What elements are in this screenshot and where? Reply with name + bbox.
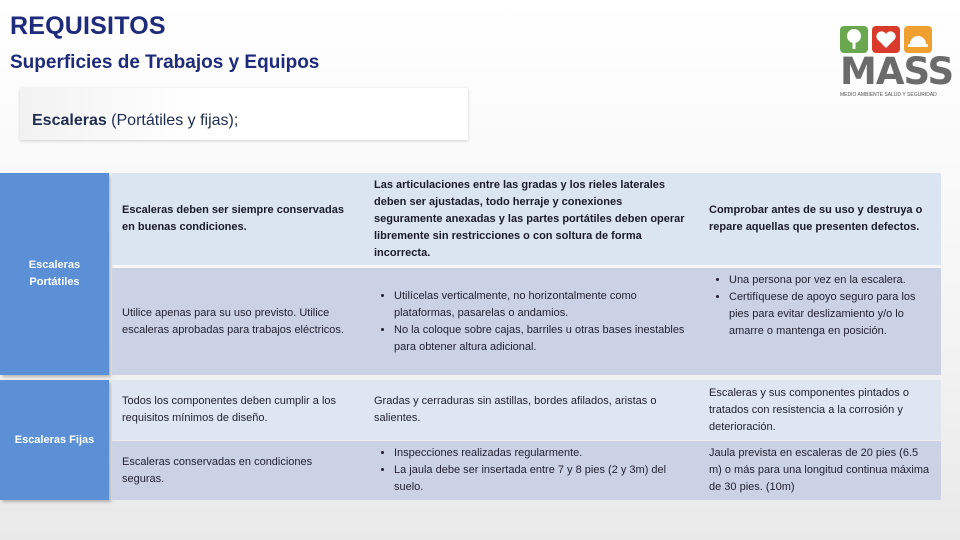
table-cell-fijas-r2-c1: Escaleras conservadas en condiciones seguras. [112,441,364,500]
page-subtitle: Superficies de Trabajos y Equipos [10,52,320,73]
heart-icon [872,26,900,53]
table-cell-portatiles-r2-c3 [699,268,941,375]
tree-icon [840,26,868,53]
category-portatiles [0,173,109,375]
table-cell-portatiles-r1-c2: Las articulaciones entre las gradas y los rieles laterales deben ser ajustadas, todo herraje y conexiones seguramente anexadas y las partes portátiles deben operar libremente sin restricciones o con soltura de forma incorrecta. [364,173,699,265]
table-cell-fijas-r1-c1: Todos los componentes deben cumplir a los requisitos mínimos de diseño. [112,380,364,440]
table-cell-portatiles-r1-c3: Comprobar antes de su uso y destruya o repare aquellas que presenten defectos. [699,173,941,265]
table-cell-portatiles-r1-c1: Escaleras deben ser siempre conservadas en buenas condiciones. [112,173,364,265]
logo-tagline: MEDIO AMBIENTE SALUD Y SEGURIDAD [840,92,937,98]
table-cell-portatiles-r2-c2 [364,268,699,375]
list-item: • No la coloque sobre cajas, barriles u otras bases inestables para obtener altura adicional. [394,322,689,356]
category-fijas [0,380,109,500]
section-label-bold: Escaleras [32,112,107,129]
table-cell-fijas-r1-c2: Gradas y cerraduras sin astillas, bordes afilados, aristas o salientes. [364,380,699,440]
bullet-list [709,272,931,340]
list-item: • Utilícelas verticalmente, no horizontalmente como plataformas, pasarelas o andamios. [394,288,689,322]
section-label [32,112,238,130]
list-item: • Inspecciones realizadas regularmente. [394,445,689,462]
hardhat-icon [904,26,932,53]
list-item: • Una persona por vez en la escalera. [729,272,931,289]
page-title: REQUISITOS [10,12,166,40]
category-portatiles-line2: Portátiles [29,276,80,288]
logo-text: MASS [840,50,954,93]
section-banner [20,88,468,140]
bullet-list [374,445,689,496]
table-cell-portatiles-r2-c1: Utilice apenas para su uso previsto. Utilice escaleras aprobadas para trabajos eléctricos. [112,268,364,375]
bullet-list [374,288,689,356]
mass-logo [840,26,954,102]
list-item: • La jaula debe ser insertada entre 7 y 8 pies (2 y 3m) del suelo. [394,462,689,496]
table-cell-fijas-r2-c3: Jaula prevista en escaleras de 20 pies (6.5 m) o más para una longitud continua máxima de 30 pies. (10m) [699,441,941,500]
section-label-rest: (Portátiles y fijas); [106,112,239,129]
category-portatiles-line1: Escaleras [28,259,81,271]
category-fijas-label: Escaleras Fijas [14,433,95,446]
table-cell-fijas-r2-c2 [364,441,699,500]
table-cell-fijas-r1-c3: Escaleras y sus componentes pintados o tratados con resistencia a la corrosión y deterioración. [699,380,941,440]
list-item: • Certifíquese de apoyo seguro para los pies para evitar deslizamiento y/o lo amarre o mantenga en posición. [729,289,931,340]
